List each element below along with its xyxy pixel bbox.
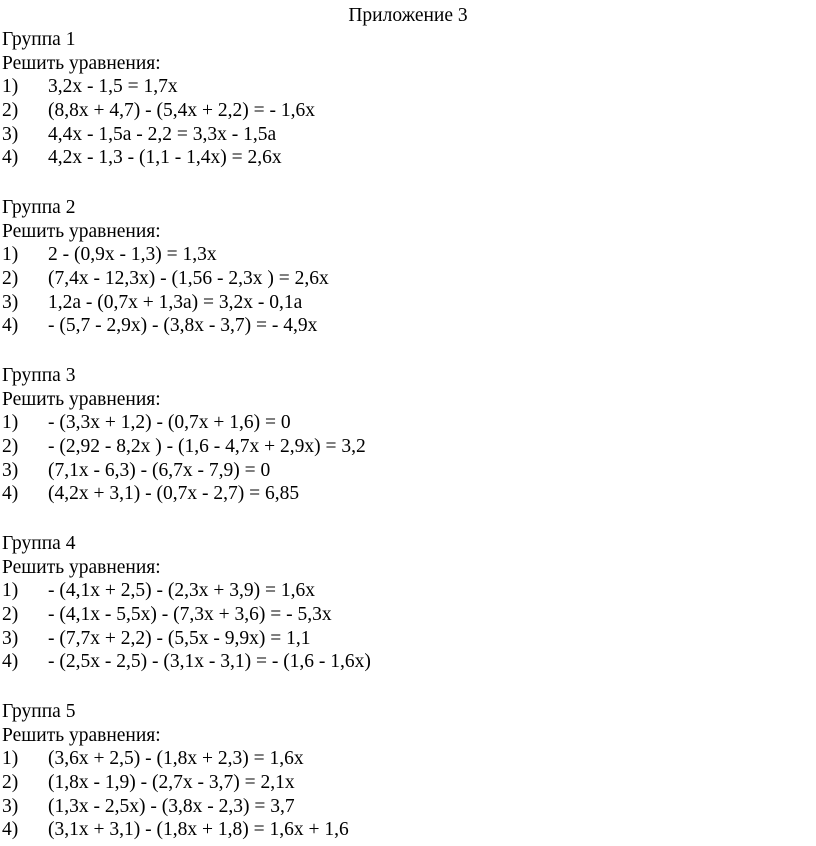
item-number: 4) — [2, 651, 19, 673]
equation: - (2,5x - 2,5) - (3,1x - 3,1) = - (1,6 - 1,6x) — [48, 651, 371, 673]
equation-item — [2, 411, 812, 435]
equation: 4,2x - 1,3 - (1,1 - 1,4x) = 2,6x — [48, 147, 282, 169]
equation-item — [2, 482, 812, 506]
equation: 1,2a - (0,7x + 1,3a) = 3,2x - 0,1a — [48, 291, 303, 313]
item-number: 2) — [2, 772, 19, 794]
equation: (4,2x + 3,1) - (0,7x - 2,7) = 6,85 — [48, 483, 300, 505]
equation-item — [2, 123, 812, 147]
equation: - (2,92 - 8,2x ) - (1,6 - 4,7x + 2,9x) = 3,2 — [48, 436, 366, 458]
group-4 — [2, 532, 812, 674]
equation-item — [2, 99, 812, 123]
equation-item — [2, 146, 812, 170]
item-number: 2) — [2, 604, 19, 626]
equation: - (5,7 - 2,9x) - (3,8x - 3,7) = - 4,9x — [48, 315, 318, 337]
item-number: 3) — [2, 291, 19, 313]
item-number: 4) — [2, 147, 19, 169]
equation: (7,4x - 12,3x) - (1,56 - 2,3x ) = 2,6x — [48, 268, 329, 290]
group-5 — [2, 700, 812, 842]
equation: (3,6x + 2,5) - (1,8x + 2,3) = 1,6x — [48, 748, 304, 770]
equation: (3,1x + 3,1) - (1,8x + 1,8) = 1,6x + 1,6 — [48, 819, 349, 841]
item-number: 3) — [2, 459, 19, 481]
group-1 — [2, 28, 812, 170]
equation: 2 - (0,9x - 1,3) = 1,3x — [48, 244, 217, 266]
item-number: 4) — [2, 819, 19, 841]
item-number: 1) — [2, 244, 19, 266]
item-number: 3) — [2, 123, 19, 145]
task-text: Решить уравнения: — [2, 556, 161, 578]
task-text: Решить уравнения: — [2, 220, 161, 242]
equation: (1,8x - 1,9) - (2,7x - 3,7) = 2,1x — [48, 772, 295, 794]
equation-item — [2, 435, 812, 459]
group-heading: Группа 3 — [2, 365, 76, 386]
item-number: 3) — [2, 795, 19, 817]
equation-item — [2, 291, 812, 315]
item-number: 2) — [2, 436, 19, 458]
item-number: 1) — [2, 748, 19, 770]
item-number: 4) — [2, 315, 19, 337]
group-heading: Группа 1 — [2, 29, 76, 50]
equation-item — [2, 818, 812, 842]
equation: - (7,7x + 2,2) - (5,5x - 9,9x) = 1,1 — [48, 627, 311, 649]
equation-item — [2, 747, 812, 771]
page-title: Приложение 3 — [348, 5, 468, 26]
item-number: 1) — [2, 412, 19, 434]
equation: 4,4x - 1,5a - 2,2 = 3,3x - 1,5a — [48, 123, 277, 145]
equation-item — [2, 579, 812, 603]
group-heading: Группа 5 — [2, 701, 76, 722]
equation-item — [2, 627, 812, 651]
equation-item — [2, 603, 812, 627]
equation-item — [2, 771, 812, 795]
equation: (8,8x + 4,7) - (5,4x + 2,2) = - 1,6x — [48, 100, 315, 122]
item-number: 2) — [2, 100, 19, 122]
item-number: 1) — [2, 76, 19, 98]
equation: (1,3x - 2,5x) - (3,8x - 2,3) = 3,7 — [48, 795, 295, 817]
equation-item — [2, 314, 812, 338]
item-number: 1) — [2, 580, 19, 602]
equation: - (4,1x - 5,5x) - (7,3x + 3,6) = - 5,3x — [48, 604, 332, 626]
task-text: Решить уравнения: — [2, 388, 161, 410]
equation-item — [2, 243, 812, 267]
equation-item — [2, 459, 812, 483]
equation-item — [2, 75, 812, 99]
equation-item — [2, 267, 812, 291]
item-number: 3) — [2, 627, 19, 649]
item-number: 4) — [2, 483, 19, 505]
equation: (7,1x - 6,3) - (6,7x - 7,9) = 0 — [48, 459, 271, 481]
equation-item — [2, 650, 812, 674]
item-number: 2) — [2, 268, 19, 290]
task-text: Решить уравнения: — [2, 724, 161, 746]
equation: 3,2x - 1,5 = 1,7x — [48, 76, 178, 98]
group-heading: Группа 4 — [2, 533, 76, 554]
equation: - (4,1x + 2,5) - (2,3x + 3,9) = 1,6x — [48, 580, 315, 602]
group-heading: Группа 2 — [2, 197, 76, 218]
task-text: Решить уравнения: — [2, 52, 161, 74]
group-3 — [2, 364, 812, 506]
equation-item — [2, 795, 812, 819]
equation: - (3,3x + 1,2) - (0,7x + 1,6) = 0 — [48, 412, 291, 434]
group-2 — [2, 196, 812, 338]
